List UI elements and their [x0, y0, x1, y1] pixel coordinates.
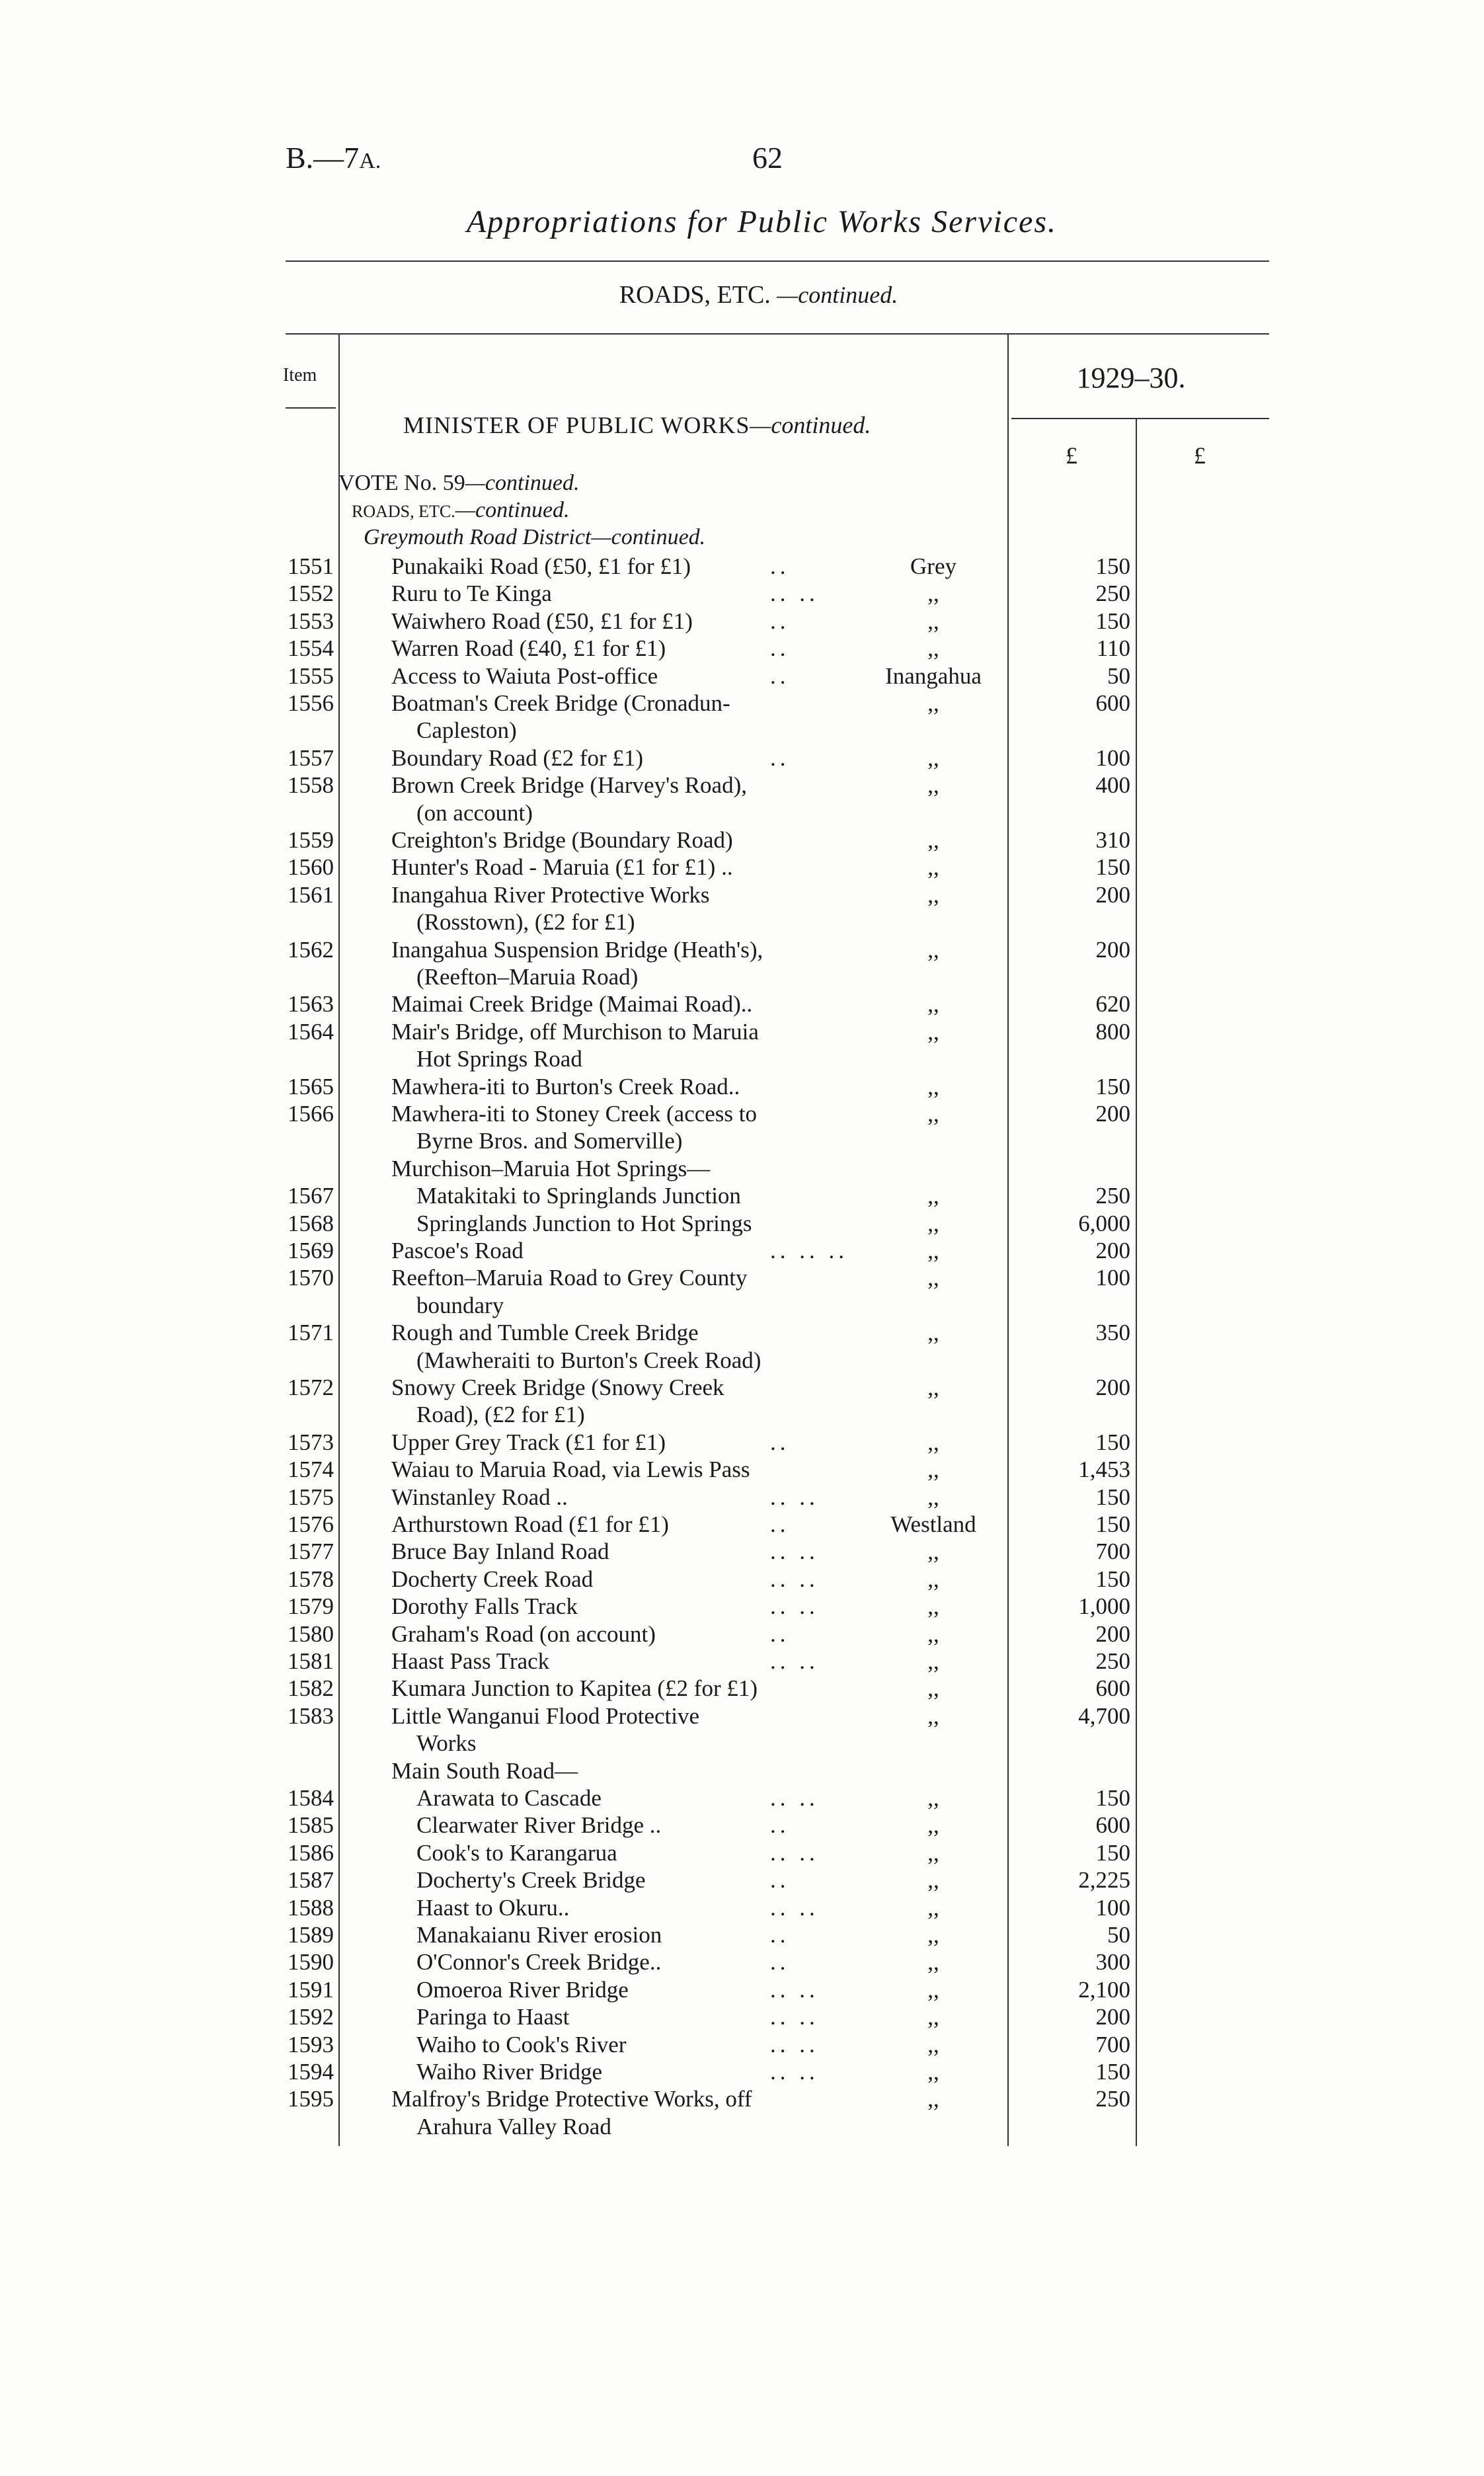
table-row: [0, 1648, 1484, 1675]
item-description: Docherty Creek Road: [391, 1566, 594, 1592]
item-number: 1592: [288, 2004, 334, 2030]
table-row: [0, 1429, 1484, 1456]
item-description: Road), (£2 for £1): [416, 1402, 585, 1428]
amount-value: 100: [1095, 1265, 1130, 1291]
item-description: Main South Road—: [391, 1757, 578, 1784]
item-description: Boatman's Creek Bridge (Cronadun-: [391, 690, 730, 716]
amount-value: 150: [1095, 1839, 1130, 1866]
item-description: Bruce Bay Inland Road: [391, 1538, 609, 1565]
table-row: [0, 1976, 1484, 2003]
leader-dots: ..: [770, 608, 790, 634]
table-row: [0, 1401, 1484, 1428]
item-description: (Mawheraiti to Burton's Creek Road): [416, 1347, 762, 1373]
amount-value: 350: [1095, 1320, 1130, 1346]
leader-dots: .. ..: [770, 1538, 819, 1565]
electoral-district: ,,: [927, 1183, 939, 1209]
amount-value: 150: [1095, 1073, 1130, 1099]
leader-dots: .. ..: [770, 1484, 819, 1510]
amount-value: 6,000: [1078, 1210, 1130, 1236]
electoral-district: ,,: [927, 690, 939, 716]
item-number: 1559: [288, 827, 334, 853]
item-description: Inangahua Suspension Bridge (Heath's),: [391, 936, 763, 963]
table-row: [0, 1730, 1484, 1757]
electoral-district: ,,: [927, 2031, 939, 2057]
item-number: 1563: [288, 991, 334, 1018]
leader-dots: ..: [770, 1812, 790, 1839]
electoral-district: ,,: [927, 1702, 939, 1729]
page-number: 62: [752, 141, 783, 175]
item-description: Snowy Creek Bridge (Snowy Creek: [391, 1375, 724, 1400]
item-description: (Reefton–Maruia Road): [416, 964, 639, 990]
amount-value: 50: [1107, 662, 1130, 689]
item-number: 1567: [288, 1183, 334, 1209]
item-description: Capleston): [416, 717, 517, 744]
district-subheading: Greymouth Road District—continued.: [364, 525, 706, 549]
amount-value: 200: [1095, 2004, 1130, 2030]
table-row: [0, 1127, 1484, 1154]
electoral-district: ,,: [927, 1620, 939, 1647]
amount-value: 250: [1095, 1183, 1130, 1209]
table-row: [0, 1866, 1484, 1894]
amount-value: 600: [1095, 1812, 1130, 1839]
item-description: Winstanley Road ..: [391, 1484, 568, 1510]
item-number: 1576: [288, 1511, 334, 1537]
leader-dots: .. ..: [770, 1593, 819, 1620]
item-description: Waiho River Bridge: [416, 2059, 603, 2085]
leader-dots: ..: [770, 744, 790, 771]
table-row: [0, 1237, 1484, 1264]
amount-value: 800: [1095, 1018, 1130, 1045]
page-subtitle: Appropriations for Public Works Services.: [466, 204, 1058, 239]
item-description: Punakaiki Road (£50, £1 for £1): [391, 553, 691, 579]
leader-dots: .. ..: [770, 1785, 819, 1811]
amount-value: 150: [1095, 2059, 1130, 2085]
amount-value: 700: [1095, 1538, 1130, 1565]
item-description: Rough and Tumble Creek Bridge: [391, 1320, 699, 1346]
item-description: (on account): [416, 799, 533, 826]
electoral-district: ,,: [927, 580, 939, 607]
item-number: 1577: [288, 1538, 334, 1565]
electoral-district: ,,: [927, 1429, 939, 1455]
electoral-district: ,,: [927, 1238, 939, 1263]
leader-dots: ..: [770, 1922, 790, 1948]
amount-value: 250: [1095, 2086, 1130, 2112]
electoral-district: ,,: [927, 1867, 939, 1894]
amount-value: 150: [1095, 608, 1130, 634]
table-row: [0, 1484, 1484, 1511]
item-number: 1561: [288, 881, 334, 908]
electoral-district: ,,: [927, 1648, 939, 1674]
item-description: Ruru to Te Kinga: [391, 580, 552, 607]
leader-dots: .. ..: [770, 1566, 819, 1592]
table-row: [0, 1812, 1484, 1839]
electoral-district: ,,: [927, 1210, 939, 1236]
item-number: 1570: [288, 1265, 334, 1291]
table-row: [0, 1045, 1484, 1072]
item-description: Waiwhero Road (£50, £1 for £1): [391, 608, 693, 634]
table-row: [0, 580, 1484, 607]
electoral-district: Westland: [890, 1511, 976, 1537]
vote-heading: VOTE No. 59—continued.: [338, 471, 580, 495]
table-row: [0, 1675, 1484, 1702]
item-description: Docherty's Creek Bridge: [416, 1867, 646, 1894]
leader-dots: ..: [770, 1867, 790, 1894]
item-description: Cook's to Karangarua: [416, 1839, 617, 1866]
electoral-district: ,,: [927, 608, 939, 634]
item-description: Haast Pass Track: [391, 1648, 550, 1674]
amount-value: 200: [1095, 1620, 1130, 1647]
item-description: Brown Creek Bridge (Harvey's Road),: [391, 772, 747, 799]
section-title: ROADS, ETC. —continued.: [619, 281, 898, 309]
item-description: Boundary Road (£2 for £1): [391, 744, 644, 771]
item-description: Hunter's Road - Maruia (£1 for £1) ..: [391, 854, 733, 881]
item-number: 1566: [288, 1101, 334, 1127]
item-number: 1586: [288, 1839, 334, 1866]
amount-value: 1,000: [1078, 1593, 1130, 1620]
table-row: [0, 635, 1484, 662]
currency-header-2: £: [1194, 442, 1206, 469]
item-description: Springlands Junction to Hot Springs: [416, 1210, 752, 1236]
electoral-district: ,,: [927, 2059, 939, 2085]
roads-subheading: ROADS, ETC.—continued.: [352, 498, 570, 522]
electoral-district: ,,: [927, 1812, 939, 1839]
item-number: 1565: [288, 1073, 334, 1099]
amount-value: 150: [1095, 1484, 1130, 1510]
amount-value: 1,453: [1078, 1457, 1130, 1483]
item-description: Waiau to Maruia Road, via Lewis Pass: [391, 1457, 750, 1483]
item-description: Omoeroa River Bridge: [416, 1976, 629, 2003]
table-row: [0, 717, 1484, 744]
table-row: [0, 1210, 1484, 1237]
table-row: [0, 1018, 1484, 1045]
leader-dots: ..: [770, 1949, 790, 1976]
electoral-district: ,,: [927, 1675, 939, 1702]
leader-dots: .. ..: [770, 2004, 819, 2030]
item-number: 1560: [288, 854, 334, 881]
item-number: 1580: [288, 1620, 334, 1647]
leader-dots: ..: [770, 553, 790, 579]
year-column-header: 1929–30.: [1076, 362, 1186, 394]
leader-dots: .. ..: [770, 1839, 819, 1866]
item-description: Creighton's Bridge (Boundary Road): [391, 827, 733, 853]
table-row: [0, 990, 1484, 1018]
table-row: [0, 854, 1484, 881]
item-description: Upper Grey Track (£1 for £1): [391, 1429, 666, 1455]
table-row: [0, 1757, 1484, 1784]
table-row: [0, 1073, 1484, 1100]
amount-value: 400: [1095, 772, 1130, 799]
leader-dots: .. ..: [770, 1976, 819, 2003]
amount-value: 620: [1095, 991, 1130, 1018]
electoral-district: ,,: [927, 1073, 939, 1099]
table-row: [0, 1593, 1484, 1620]
amount-value: 700: [1095, 2031, 1130, 2057]
table-row: [0, 908, 1484, 936]
table-row: [0, 690, 1484, 717]
item-description: boundary: [416, 1292, 504, 1318]
amount-value: 600: [1095, 690, 1130, 716]
electoral-district: ,,: [927, 827, 939, 853]
item-description: Pascoe's Road: [391, 1238, 524, 1263]
table-top-rule: [286, 333, 1269, 335]
item-description: Manakaianu River erosion: [416, 1922, 662, 1948]
table-row: [0, 2003, 1484, 2030]
item-description: Reefton–Maruia Road to Grey County: [391, 1265, 748, 1291]
table-row: [0, 2113, 1484, 2140]
table-row: [0, 1292, 1484, 1319]
amount-value: 150: [1095, 1566, 1130, 1592]
electoral-district: ,,: [927, 772, 939, 799]
amount-value: 200: [1095, 1375, 1130, 1400]
item-description: Maimai Creek Bridge (Maimai Road)..: [391, 991, 753, 1018]
amount-value: 200: [1095, 936, 1130, 963]
electoral-district: ,,: [927, 1894, 939, 1921]
item-number: 1573: [288, 1429, 334, 1455]
item-description: Warren Road (£40, £1 for £1): [391, 635, 666, 662]
top-rule: [286, 260, 1269, 262]
item-number: 1588: [288, 1894, 334, 1921]
table-row: [0, 2031, 1484, 2058]
item-description: Hot Springs Road: [416, 1046, 582, 1072]
item-number: 1590: [288, 1949, 334, 1976]
electoral-district: ,,: [927, 1839, 939, 1866]
item-description: Access to Waiuta Post-office: [391, 662, 658, 689]
electoral-district: ,,: [927, 881, 939, 908]
amount-value: 150: [1095, 1511, 1130, 1537]
leader-dots: ..: [770, 1620, 790, 1647]
item-description: (Rosstown), (£2 for £1): [416, 909, 635, 936]
leader-dots: ..: [770, 635, 790, 662]
item-number: 1589: [288, 1922, 334, 1948]
item-description: O'Connor's Creek Bridge..: [416, 1949, 662, 1976]
item-description: Malfroy's Bridge Protective Works, off: [391, 2086, 752, 2112]
amount-value: 100: [1095, 744, 1130, 771]
item-number: 1585: [288, 1812, 334, 1839]
document-reference: B.—7A.: [286, 141, 381, 175]
electoral-district: ,,: [927, 1484, 939, 1510]
item-number: 1582: [288, 1675, 334, 1702]
electoral-district: ,,: [927, 1566, 939, 1592]
leader-dots: .. ..: [770, 1894, 819, 1921]
amount-value: 250: [1095, 1648, 1130, 1674]
electoral-district: ,,: [927, 1265, 939, 1291]
electoral-district: ,,: [927, 2086, 939, 2112]
amount-value: 200: [1095, 1101, 1130, 1127]
electoral-district: ,,: [927, 1593, 939, 1620]
item-number: 1558: [288, 772, 334, 799]
item-description: Works: [416, 1730, 477, 1757]
electoral-district: ,,: [927, 1018, 939, 1045]
item-description: Murchison–Maruia Hot Springs—: [391, 1155, 711, 1181]
table-row: [0, 1948, 1484, 1976]
item-number: 1562: [288, 936, 334, 963]
item-number: 1591: [288, 1976, 334, 2003]
amount-value: 150: [1095, 1429, 1130, 1455]
item-number: 1595: [288, 2086, 334, 2112]
item-column-header: Item: [283, 365, 317, 385]
electoral-district: ,,: [927, 744, 939, 771]
amount-value: 2,225: [1078, 1867, 1130, 1894]
amount-value: 2,100: [1078, 1976, 1130, 2003]
table-row: [0, 799, 1484, 826]
amount-value: 50: [1107, 1922, 1130, 1948]
electoral-district: ,,: [927, 1949, 939, 1976]
item-description: Arawata to Cascade: [416, 1785, 602, 1811]
leader-dots: .. ..: [770, 2059, 819, 2085]
electoral-district: ,,: [927, 936, 939, 963]
leader-dots: ..: [770, 1511, 790, 1537]
item-number: 1583: [288, 1702, 334, 1729]
item-description: Mawhera-iti to Stoney Creek (access to: [391, 1101, 758, 1127]
item-number: 1557: [288, 744, 334, 771]
table-row: [0, 826, 1484, 854]
item-number: 1587: [288, 1867, 334, 1894]
table-row: [0, 2058, 1484, 2085]
item-number: 1584: [288, 1785, 334, 1811]
table-row: [0, 1566, 1484, 1593]
item-number: 1552: [288, 580, 334, 607]
item-number: 1594: [288, 2059, 334, 2085]
leader-dots: .. ..: [770, 1648, 819, 1674]
table-row: [0, 1100, 1484, 1127]
leader-dots: .. .. ..: [770, 1238, 848, 1263]
table-row: [0, 2085, 1484, 2112]
table-row: [0, 936, 1484, 963]
item-number: 1556: [288, 690, 334, 716]
table-row: [0, 772, 1484, 799]
amount-value: 150: [1095, 553, 1130, 579]
electoral-district: ,,: [927, 1375, 939, 1400]
table-row: [0, 1374, 1484, 1401]
table-row: [0, 1264, 1484, 1291]
item-description: Kumara Junction to Kapitea (£2 for £1): [391, 1675, 758, 1702]
amount-value: 150: [1095, 1785, 1130, 1811]
table-row: [0, 1319, 1484, 1346]
item-description: Mair's Bridge, off Murchison to Maruia: [391, 1018, 759, 1045]
item-description: Byrne Bros. and Somerville): [416, 1128, 683, 1154]
item-number: 1574: [288, 1457, 334, 1483]
table-row: [0, 1620, 1484, 1648]
amount-value: 100: [1095, 1894, 1130, 1921]
electoral-district: ,,: [927, 635, 939, 662]
table-row: [0, 1538, 1484, 1565]
electoral-district: ,,: [927, 991, 939, 1018]
electoral-district: ,,: [927, 854, 939, 881]
amount-value: 310: [1095, 827, 1130, 853]
item-number: 1564: [288, 1018, 334, 1045]
minister-heading: MINISTER OF PUBLIC WORKS—continued.: [403, 412, 871, 438]
table-row: [0, 963, 1484, 990]
leader-dots: ..: [770, 662, 790, 689]
amount-value: 150: [1095, 854, 1130, 881]
year-header-rule: [1011, 418, 1269, 419]
table-row: [0, 1511, 1484, 1538]
table-row: [0, 1182, 1484, 1209]
electoral-district: Grey: [910, 553, 957, 579]
table-row: [0, 662, 1484, 690]
electoral-district: Inangahua: [885, 662, 982, 689]
item-description: Waiho to Cook's River: [416, 2031, 627, 2057]
table-row: [0, 1894, 1484, 1921]
table-row: [0, 1921, 1484, 1948]
electoral-district: ,,: [927, 1922, 939, 1948]
item-number: 1553: [288, 608, 334, 634]
electoral-district: ,,: [927, 1320, 939, 1346]
item-number: 1572: [288, 1375, 334, 1400]
amount-value: 200: [1095, 1238, 1130, 1263]
electoral-district: ,,: [927, 1785, 939, 1811]
leader-dots: ..: [770, 1429, 790, 1455]
amount-value: 600: [1095, 1675, 1130, 1702]
item-description: Arthurstown Road (£1 for £1): [391, 1511, 669, 1537]
table-row: [0, 553, 1484, 580]
item-number: 1579: [288, 1593, 334, 1620]
item-description: Little Wanganui Flood Protective: [391, 1702, 700, 1729]
table-row: [0, 1839, 1484, 1866]
table-row: [0, 744, 1484, 772]
leader-dots: .. ..: [770, 2031, 819, 2057]
item-description: Arahura Valley Road: [416, 2113, 611, 2139]
item-description: Clearwater River Bridge ..: [416, 1812, 662, 1839]
item-number: 1575: [288, 1484, 334, 1510]
item-number: 1568: [288, 1210, 334, 1236]
item-number: 1554: [288, 635, 334, 662]
item-description: Dorothy Falls Track: [391, 1593, 578, 1620]
table-row: [0, 1456, 1484, 1483]
electoral-district: ,,: [927, 1538, 939, 1565]
table-row: [0, 608, 1484, 635]
item-number: 1578: [288, 1566, 334, 1592]
item-description: Mawhera-iti to Burton's Creek Road..: [391, 1073, 740, 1099]
amount-value: 4,700: [1078, 1702, 1130, 1729]
table-row: [0, 1702, 1484, 1730]
item-description: Inangahua River Protective Works: [391, 881, 710, 908]
item-number: 1551: [288, 553, 334, 579]
electoral-district: ,,: [927, 1101, 939, 1127]
item-description: Matakitaki to Springlands Junction: [416, 1183, 741, 1209]
table-row: [0, 1155, 1484, 1182]
item-number: 1571: [288, 1320, 334, 1346]
amount-value: 110: [1096, 635, 1130, 662]
item-number: 1581: [288, 1648, 334, 1674]
table-row: [0, 1784, 1484, 1812]
item-number: 1569: [288, 1238, 334, 1263]
electoral-district: ,,: [927, 2004, 939, 2030]
currency-header-1: £: [1066, 442, 1077, 469]
item-description: Paringa to Haast: [416, 2004, 570, 2030]
amount-value: 300: [1095, 1949, 1130, 1976]
item-number: 1593: [288, 2031, 334, 2057]
item-description: Haast to Okuru..: [416, 1894, 570, 1921]
amount-value: 200: [1095, 881, 1130, 908]
item-header-rule: [286, 407, 336, 409]
leader-dots: .. ..: [770, 580, 819, 607]
electoral-district: ,,: [927, 1457, 939, 1483]
electoral-district: ,,: [927, 1976, 939, 2003]
amount-value: 250: [1095, 580, 1130, 607]
item-number: 1555: [288, 662, 334, 689]
table-row: [0, 1347, 1484, 1374]
table-row: [0, 881, 1484, 908]
item-description: Graham's Road (on account): [391, 1620, 656, 1647]
